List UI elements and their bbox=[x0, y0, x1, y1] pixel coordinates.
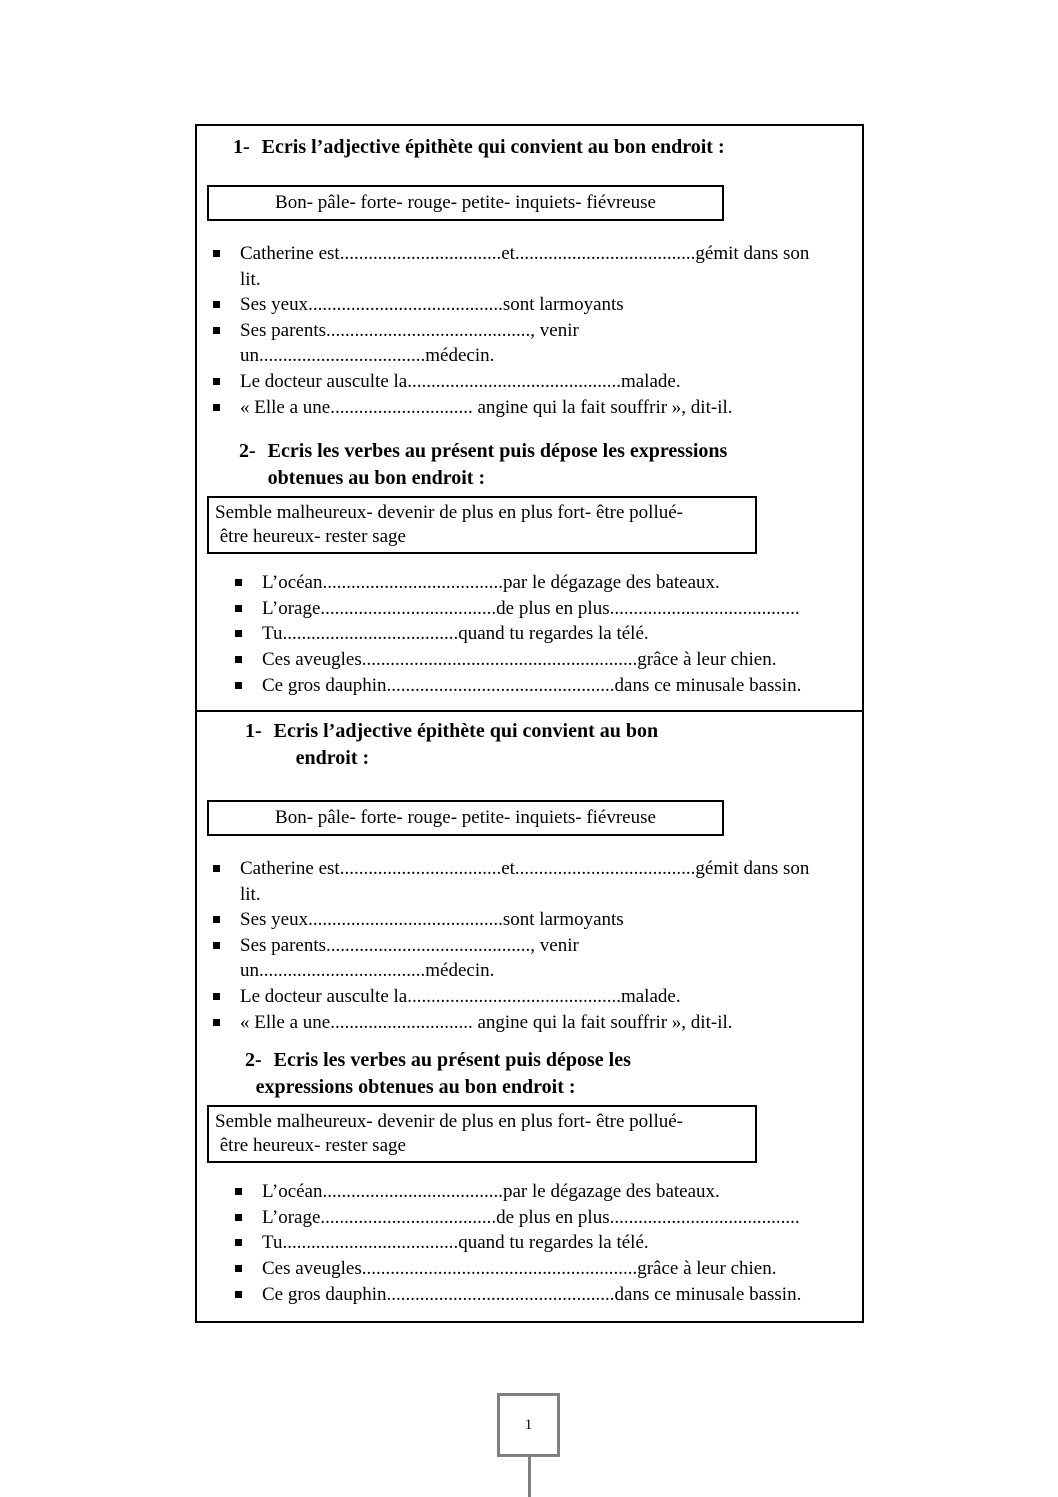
list-item bbox=[235, 1179, 862, 1205]
list-item bbox=[213, 933, 862, 984]
item-text bbox=[262, 1205, 800, 1231]
list-item bbox=[235, 596, 862, 622]
list-item bbox=[235, 647, 862, 673]
list-item bbox=[213, 1010, 862, 1036]
word-bank-text: Bon- pâle- forte- rouge- petite- inquiets- fiévreuse bbox=[275, 807, 656, 828]
item-text bbox=[240, 369, 681, 395]
exercise1-heading bbox=[245, 718, 862, 772]
item-text bbox=[240, 984, 681, 1010]
exercise2-items bbox=[197, 1179, 862, 1307]
page-number: 1 bbox=[524, 1416, 533, 1433]
item-text bbox=[240, 856, 809, 907]
item-text bbox=[262, 673, 801, 699]
item-line: Ses yeux.........................................sont larmoyants bbox=[240, 294, 624, 316]
list-item bbox=[213, 395, 862, 421]
word-bank-text: Bon- pâle- forte- rouge- petite- inquiets- fiévreuse bbox=[275, 192, 656, 213]
item-line: Tu.....................................quand tu regardes la télé. bbox=[262, 1232, 649, 1254]
word-bank-adjectives bbox=[207, 185, 724, 221]
bullet-icon bbox=[213, 404, 220, 411]
list-item bbox=[213, 318, 862, 369]
bullet-icon bbox=[213, 865, 220, 872]
heading-line: Ecris l’adjective épithète qui convient au bon endroit : bbox=[261, 136, 725, 158]
item-line: Ses yeux.........................................sont larmoyants bbox=[240, 909, 624, 931]
footer-connector-line bbox=[528, 1457, 531, 1497]
bullet-icon bbox=[235, 656, 242, 663]
bullet-icon bbox=[235, 605, 242, 612]
item-line: Ce gros dauphin................................................dans ce minusale bassin. bbox=[262, 1283, 802, 1305]
item-text bbox=[240, 933, 579, 984]
item-line: Ce gros dauphin................................................dans ce minusale bassin. bbox=[262, 674, 802, 696]
item-line: Catherine est..................................et......................................gémit dans son bbox=[240, 858, 810, 879]
item-text bbox=[240, 292, 624, 318]
item-line: Ses parents..........................................., venir bbox=[240, 319, 579, 341]
exercise-number: 2- bbox=[245, 1049, 262, 1072]
item-line: L’océan......................................par le dégazage des bateaux. bbox=[262, 1181, 720, 1203]
exercise-title bbox=[274, 718, 658, 772]
worksheet-page bbox=[195, 124, 864, 1323]
list-item bbox=[213, 984, 862, 1010]
item-line: Le docteur ausculte la.............................................malade. bbox=[240, 985, 681, 1007]
item-text bbox=[240, 1010, 733, 1036]
bullet-icon bbox=[235, 1239, 242, 1246]
list-item bbox=[235, 621, 862, 647]
item-text bbox=[240, 318, 579, 369]
bullet-icon bbox=[235, 1188, 242, 1195]
word-bank-line: être heureux- rester sage bbox=[215, 1135, 406, 1157]
list-item bbox=[213, 907, 862, 933]
worksheet-section-2 bbox=[195, 710, 864, 1323]
bullet-icon bbox=[213, 942, 220, 949]
item-line: L’orage.....................................de plus en plus........................................ bbox=[262, 1206, 800, 1228]
word-bank-verbs bbox=[207, 496, 757, 554]
item-text bbox=[262, 647, 776, 673]
exercise1-heading bbox=[233, 134, 862, 161]
heading-line: expressions obtenues au bon endroit : bbox=[255, 1076, 576, 1099]
item-line: Catherine est..................................et......................................gémit dans son bbox=[240, 243, 810, 264]
bullet-icon bbox=[235, 630, 242, 637]
item-line: lit. bbox=[240, 268, 261, 290]
list-item bbox=[235, 1230, 862, 1256]
item-text bbox=[262, 1282, 801, 1308]
item-text bbox=[262, 1179, 720, 1205]
item-text bbox=[262, 570, 720, 596]
heading-line: Ecris les verbes au présent puis dépose les expressions bbox=[267, 440, 728, 463]
item-line: un...................................médecin. bbox=[240, 960, 495, 982]
item-line: Tu.....................................quand tu regardes la télé. bbox=[262, 623, 649, 645]
list-item bbox=[213, 369, 862, 395]
bullet-icon bbox=[213, 327, 220, 334]
exercise-title bbox=[262, 134, 725, 161]
item-text bbox=[262, 1230, 649, 1256]
bullet-icon bbox=[213, 250, 220, 257]
item-text bbox=[240, 907, 624, 933]
item-line: « Elle a une.............................. angine qui la fait souffrir », dit-il. bbox=[240, 1011, 733, 1033]
item-text bbox=[240, 241, 809, 292]
word-bank-line: être heureux- rester sage bbox=[215, 526, 406, 548]
list-item bbox=[213, 856, 862, 907]
list-item bbox=[235, 1256, 862, 1282]
bullet-icon bbox=[213, 378, 220, 385]
exercise-number: 1- bbox=[245, 720, 262, 742]
heading-line: endroit : bbox=[295, 747, 370, 769]
bullet-icon bbox=[213, 993, 220, 1000]
list-item bbox=[235, 1282, 862, 1308]
item-line: Le docteur ausculte la.............................................malade. bbox=[240, 370, 681, 392]
bullet-icon bbox=[235, 1265, 242, 1272]
word-bank-adjectives bbox=[207, 800, 724, 836]
word-bank-verbs bbox=[207, 1105, 757, 1163]
exercise1-items bbox=[197, 241, 862, 420]
word-bank-line: Semble malheureux- devenir de plus en plus fort- être pollué- bbox=[215, 1111, 683, 1133]
worksheet-section-1 bbox=[195, 124, 864, 712]
item-text bbox=[262, 621, 649, 647]
bullet-icon bbox=[235, 1214, 242, 1221]
item-text bbox=[240, 395, 733, 421]
exercise2-items bbox=[197, 570, 862, 698]
exercise-number: 1- bbox=[233, 136, 250, 158]
page-number-box bbox=[497, 1393, 560, 1457]
item-text bbox=[262, 596, 800, 622]
item-line: Ces aveugles..........................................................grâce à leur chien. bbox=[262, 648, 777, 670]
heading-line: obtenues au bon endroit : bbox=[267, 467, 486, 490]
bullet-icon bbox=[235, 682, 242, 689]
exercise-title bbox=[255, 1047, 631, 1101]
list-item bbox=[235, 673, 862, 699]
list-item bbox=[235, 1205, 862, 1231]
item-line: « Elle a une.............................. angine qui la fait souffrir », dit-il. bbox=[240, 396, 733, 418]
item-line: L’océan......................................par le dégazage des bateaux. bbox=[262, 572, 720, 594]
exercise2-heading bbox=[245, 1047, 862, 1101]
exercise-number: 2- bbox=[239, 440, 256, 463]
heading-line: Ecris l’adjective épithète qui convient au bon bbox=[273, 720, 659, 742]
item-line: un...................................médecin. bbox=[240, 345, 495, 367]
bullet-icon bbox=[213, 916, 220, 923]
exercise2-heading bbox=[239, 438, 862, 492]
list-item bbox=[235, 570, 862, 596]
word-bank-line: Semble malheureux- devenir de plus en plus fort- être pollué- bbox=[215, 502, 683, 524]
bullet-icon bbox=[213, 1019, 220, 1026]
exercise-title bbox=[268, 438, 728, 492]
heading-line: Ecris les verbes au présent puis dépose les bbox=[273, 1049, 631, 1072]
exercise1-items bbox=[197, 856, 862, 1035]
item-text bbox=[262, 1256, 776, 1282]
bullet-icon bbox=[235, 1291, 242, 1298]
list-item bbox=[213, 241, 862, 292]
list-item bbox=[213, 292, 862, 318]
bullet-icon bbox=[235, 579, 242, 586]
item-line: L’orage.....................................de plus en plus........................................ bbox=[262, 597, 800, 619]
item-line: Ces aveugles..........................................................grâce à leur chien. bbox=[262, 1257, 777, 1279]
item-line: lit. bbox=[240, 883, 261, 905]
bullet-icon bbox=[213, 301, 220, 308]
item-line: Ses parents..........................................., venir bbox=[240, 934, 579, 956]
